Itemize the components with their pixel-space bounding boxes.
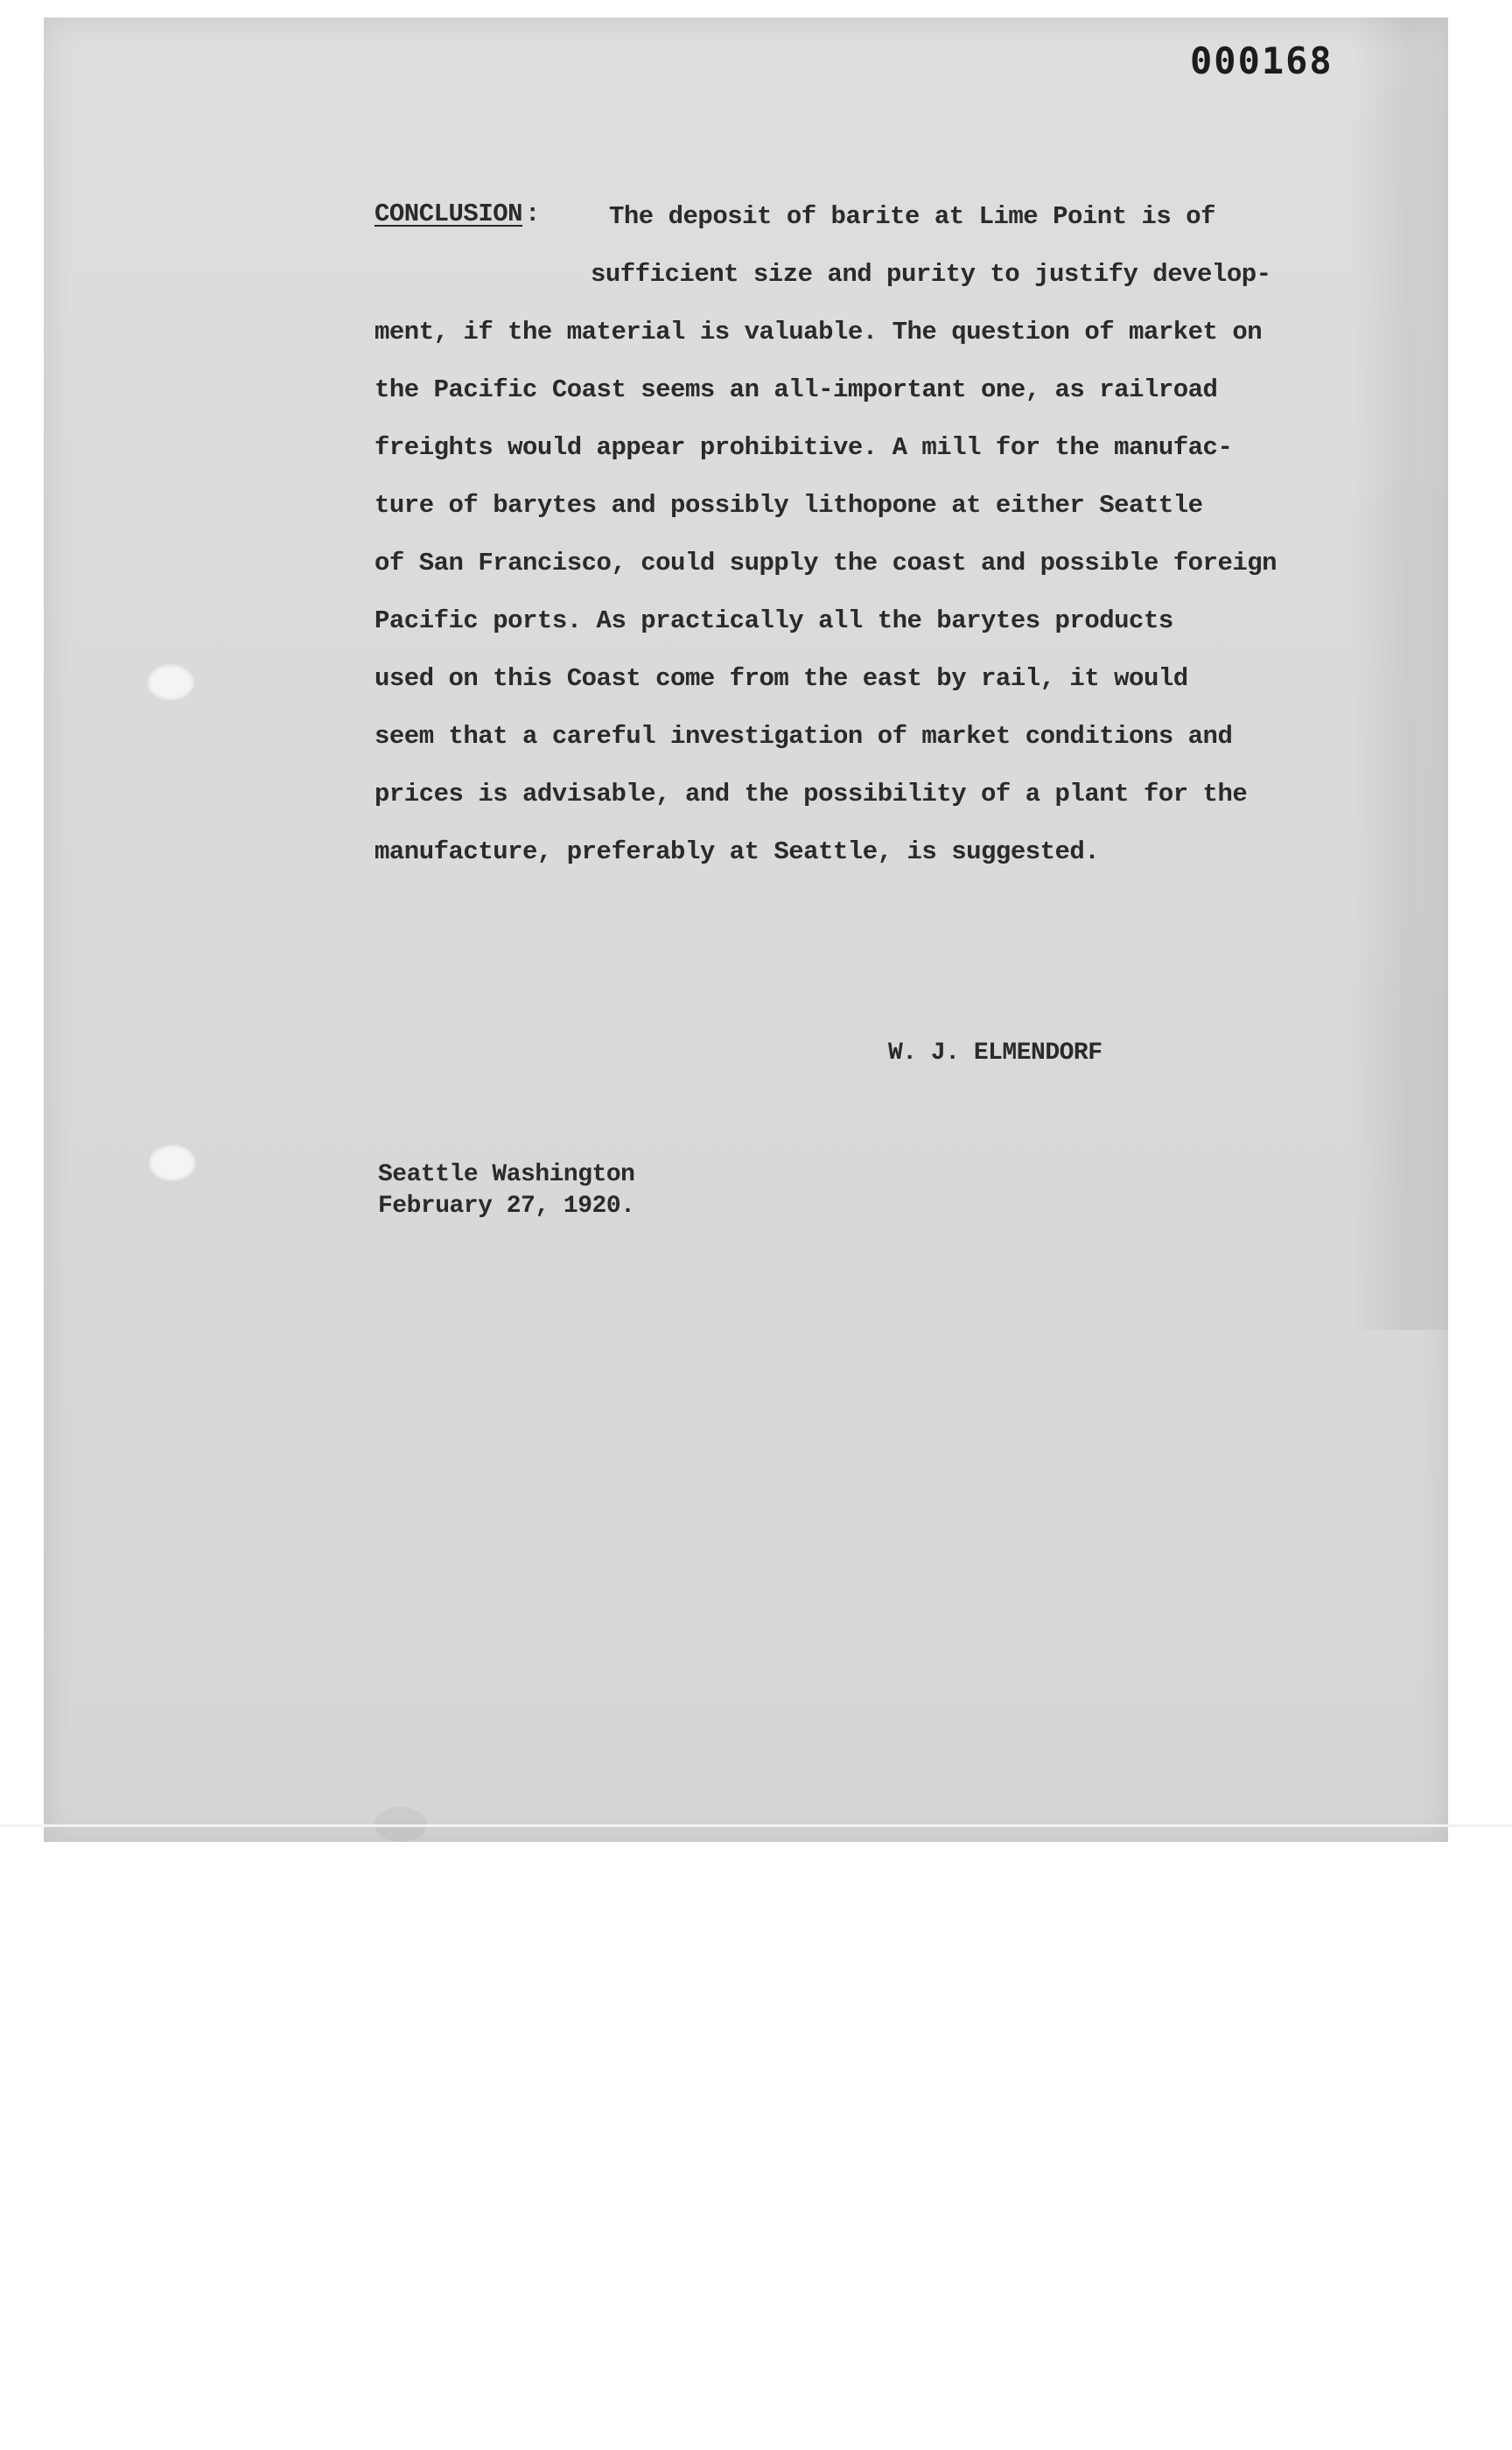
body-line-12: manufacture, preferably at Seattle, is suggested.	[374, 837, 1100, 866]
section-heading: CONCLUSION	[374, 200, 523, 228]
body-line-3: ment, if the material is valuable. The question of market on	[374, 318, 1263, 346]
punch-hole-top	[147, 664, 194, 701]
scan-edge	[0, 1824, 1512, 1827]
body-line-11: prices is advisable, and the possibility of a plant for the	[374, 780, 1248, 808]
body-line-4: the Pacific Coast seems an all-important one, as railroad	[374, 375, 1218, 404]
place-line: Seattle Washington	[378, 1161, 635, 1188]
page-number: 000168	[1190, 39, 1334, 82]
body-line-7: of San Francisco, could supply the coast and possible foreign	[374, 549, 1278, 578]
date-line: February 27, 1920.	[378, 1193, 635, 1220]
body-line-5: freights would appear prohibitive. A mill for the manufac-	[374, 433, 1233, 462]
body-line-2: sufficient size and purity to justify develop-	[591, 260, 1271, 289]
body-line-6: ture of barytes and possibly lithopone at either Seattle	[374, 491, 1203, 520]
body-paragraph	[374, 200, 1293, 900]
body-line-9: used on this Coast come from the east by rail, it would	[374, 664, 1188, 693]
body-line-10: seem that a careful investigation of market conditions and	[374, 722, 1233, 751]
punch-hole-bottom	[149, 1144, 196, 1181]
body-line-1: The deposit of barite at Lime Point is of	[609, 202, 1216, 231]
body-line-8: Pacific ports. As practically all the barytes products	[374, 606, 1173, 635]
signature: W. J. ELMENDORF	[888, 1040, 1102, 1067]
section-heading-colon: :	[525, 200, 540, 228]
